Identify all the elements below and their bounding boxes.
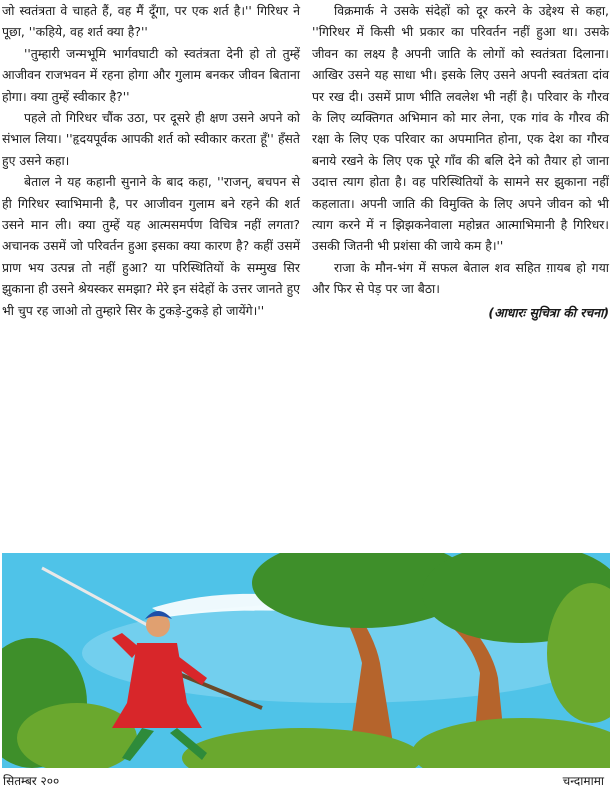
paragraph: जो स्वतंत्रता वे चाहते हैं, वह मैं दूँगा, पर एक शर्त है।'' गिरिधर ने पूछा, ''कहिये, वह शर्त क्या है?'' [2,3,300,40]
footer-date: सितम्बर २०० [3,774,60,788]
source-credit: (आधारः सुचित्रा की रचना) [488,304,609,320]
story-illustration [2,553,610,768]
text-column-right [312,0,609,323]
paragraph: बेताल ने यह कहानी सुनाने के बाद कहा, ''राजन्, बचपन से ही गिरिधर स्वाभिमानी है, पर आजीवन गुलाम बने रहने की शर्त उसने मान ली। क्या तुम्हें यह आत्मसमर्पण विचित्र नहीं लगता? अचानक उसमें जो परिवर्तन हुआ इसका क्या कारण है? कहीं उसमें प्राण भय उत्पन्न तो नहीं हुआ? या परिस्थितियों के सम्मुख सिर झुकाना ही उसने श्रेयस्कर समझा? मेरे इन संदेहों के उत्तर जानते हुए भी चुप रह जाओ तो तुम्हारे सिर के टुकड़े-टुकड़े हो जायेंगे।'' [2,174,300,318]
paragraph: पहले तो गिरिधर चौंक उठा, पर दूसरे ही क्षण उसने अपने को संभाल लिया। ''हृदयपूर्वक आपकी शर्त को स्वीकार करता हूँ'' हँसते हुए उसने कहा। [2,110,300,168]
paragraph: राजा के मौन-भंग में सफल बेताल शव सहित ग़ायब हो गया और फिर से पेड़ पर जा बैठा। [312,259,609,297]
paragraph: ''तुम्हारी जन्मभूमि भार्गवघाटी को स्वतंत्रता देनी हो तो तुम्हें आजीवन राजभवन में रहना होगा और गुलाम बनकर जीवन बिताना होगा। क्या तुम्हें स्वीकार है?'' [2,45,300,104]
paragraph: विक्रमार्क ने उसके संदेहों को दूर करने के उद्देश्य से कहा, ''गिरिधर में किसी भी प्रकार का परिवर्तन नहीं हुआ था। उसके जीवन का लक्ष्य है अपनी जाति के लोगों को स्वतंत्रता दिलाना। आखिर उसने यह साधा भी। इसके लिए उसने अपनी स्वतंत्रता दांव पर रख दी। उसमें प्राण भीति लवलेश भी नहीं है। परिवार के गौरव के लिए व्यक्तिगत अभिमान को मार लेना, एक गांव के गौरव की रक्षा के लिए एक परिवार का अपमानित होना, एक देश का गौरव बनाये रखने के लिए एक पूरे गाँव की बलि देने को तैयार हो जाना उदात्त त्याग होता है। वह परिस्थितियों के सामने सर झुकाना नहीं कहलाता। अपनी जाति की विमुक्ति के लिए अपने जीवन को भी त्याग करने में न झिझकनेवाला महोन्नत आत्माभिमानी है गिरिधर। उसकी जितनी भी प्रशंसा की जाये कम है।'' [312,3,609,254]
text-column-left [2,0,300,321]
footer-magazine-name: चन्दामामा [562,774,604,788]
